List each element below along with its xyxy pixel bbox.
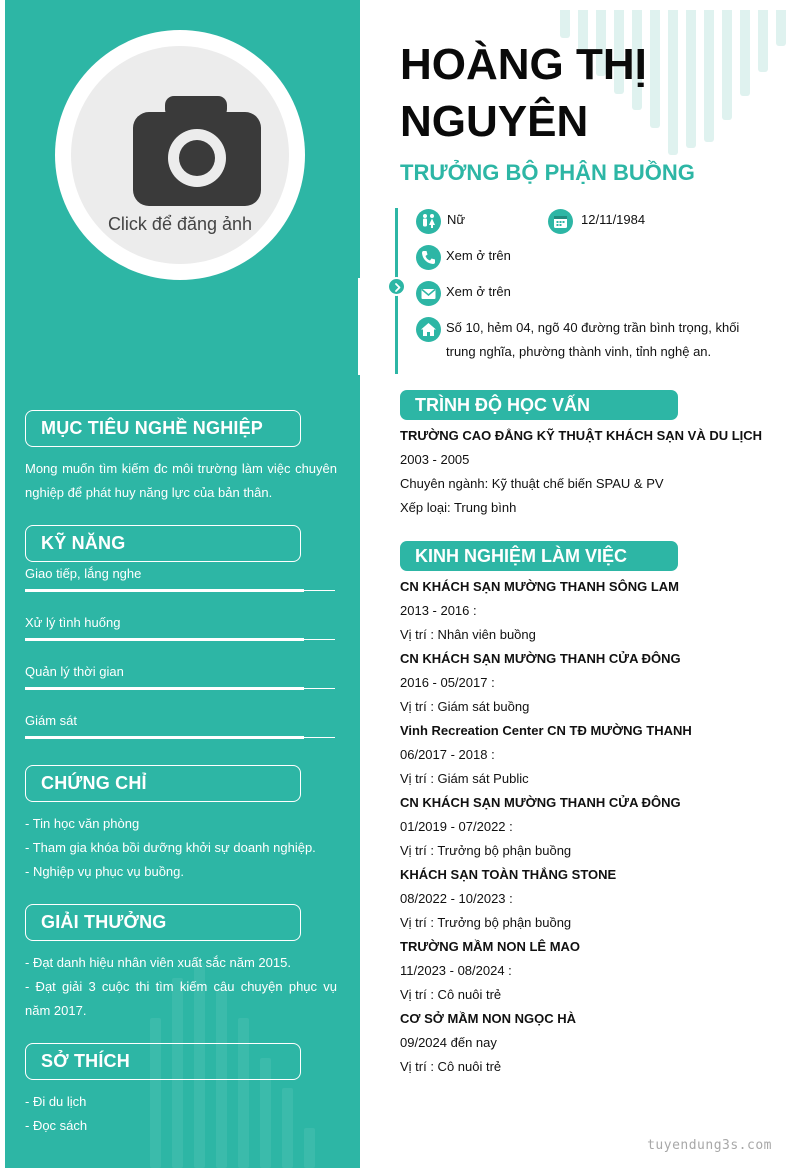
birthday-value: 12/11/1984 — [581, 212, 646, 227]
camera-icon — [133, 96, 261, 206]
company-name: CN KHÁCH SẠN MƯỜNG THANH SÔNG LAM — [400, 579, 679, 594]
photo-placeholder[interactable] — [71, 46, 289, 264]
photo-caption: Click để đăng ảnh — [107, 214, 253, 234]
work-period: 01/2019 - 07/2022 : — [400, 819, 513, 834]
company-name: Vinh Recreation Center CN TĐ MƯỜNG THANH — [400, 723, 692, 738]
award-item: - Đạt giải 3 cuộc thi tìm kiếm câu chuyện phục vụ năm 2017. — [25, 979, 337, 1018]
objective-heading: MỤC TIÊU NGHỀ NGHIỆP — [25, 410, 301, 447]
work-position: Vị trí : Trưởng bộ phận buồng — [400, 843, 572, 858]
company-name: CN KHÁCH SẠN MƯỜNG THANH CỬA ĐÔNG — [400, 795, 681, 810]
phone-value: Xem ở trên — [446, 248, 511, 263]
work-period: 11/2023 - 08/2024 : — [400, 963, 512, 978]
skill-bar-fill — [25, 638, 304, 641]
work-period: 2016 - 05/2017 : — [400, 675, 495, 690]
email-value: Xem ở trên — [446, 284, 511, 299]
calendar-icon — [548, 209, 573, 234]
gender-icon — [416, 209, 441, 234]
candidate-name: HOÀNG THỊ NGUYÊN — [400, 40, 647, 146]
skill-label: Quản lý thời gian — [25, 664, 124, 679]
work-position: Vị trí : Cô nuôi trẻ — [400, 1059, 502, 1074]
skill-bar — [25, 590, 335, 591]
email-icon — [416, 281, 441, 306]
watermark: tuyendung3s.com — [647, 1138, 772, 1153]
skill-label: Giám sát — [25, 713, 78, 728]
hobbies-heading: SỞ THÍCH — [25, 1043, 301, 1080]
work-period: 08/2022 - 10/2023 : — [400, 891, 513, 906]
job-title: TRƯỞNG BỘ PHẬN BUỒNG — [400, 160, 695, 185]
skill-bar — [25, 688, 335, 689]
work-position: Vị trí : Cô nuôi trẻ — [400, 987, 502, 1002]
experience-heading: KINH NGHIỆM LÀM VIỆC — [400, 541, 678, 571]
skill-item — [25, 614, 335, 662]
divider — [358, 278, 362, 375]
company-name: CN KHÁCH SẠN MƯỜNG THANH CỬA ĐÔNG — [400, 651, 681, 666]
certificates-heading: CHỨNG CHỈ — [25, 765, 301, 802]
hobby-item: - Đọc sách — [25, 1118, 88, 1133]
certificates-list — [25, 812, 337, 884]
skill-item — [25, 712, 335, 760]
work-position: Vị trí : Giám sát buồng — [400, 699, 530, 714]
phone-icon — [416, 245, 441, 270]
home-icon — [416, 317, 441, 342]
experience-item — [400, 719, 790, 791]
skill-item — [25, 663, 335, 711]
work-position: Vị trí : Trưởng bộ phận buồng — [400, 915, 572, 930]
skills-heading: KỸ NĂNG — [25, 525, 301, 562]
experience-item — [400, 935, 790, 1007]
school-name: TRƯỜNG CAO ĐẲNG KỸ THUẬT KHÁCH SẠN VÀ DU LỊCH — [400, 428, 763, 443]
skill-bar — [25, 737, 335, 738]
chevron-right-icon[interactable] — [387, 277, 406, 296]
hobbies-list — [25, 1090, 337, 1138]
left-sidebar — [5, 0, 360, 1168]
address-value: Số 10, hẻm 04, ngõ 40 đường trần bình trọng, khối trung nghĩa, phường thành vinh, tỉnh nghệ an. — [446, 320, 740, 359]
experience-list — [400, 575, 790, 1079]
hobby-item: - Đi du lịch — [25, 1094, 87, 1109]
awards-list — [25, 951, 337, 1023]
experience-item — [400, 647, 790, 719]
certificate-item: - Nghiệp vụ phục vụ buồng. — [25, 864, 184, 879]
education-heading: TRÌNH ĐỘ HỌC VẤN — [400, 390, 678, 420]
award-item: - Đạt danh hiệu nhân viên xuất sắc năm 2015. — [25, 955, 291, 970]
skill-bar-fill — [25, 589, 304, 592]
company-name: TRƯỜNG MẦM NON LÊ MAO — [400, 939, 581, 954]
awards-heading: GIẢI THƯỞNG — [25, 904, 301, 941]
photo-upload[interactable] — [55, 30, 305, 280]
skill-item — [25, 565, 335, 613]
experience-item — [400, 1007, 790, 1079]
education-major: Chuyên ngành: Kỹ thuật chế biến SPAU & PV — [400, 476, 664, 491]
work-period: 2013 - 2016 : — [400, 603, 477, 618]
skill-bar-fill — [25, 687, 304, 690]
skill-label: Giao tiếp, lắng nghe — [25, 566, 142, 581]
work-position: Vị trí : Nhân viên buồng — [400, 627, 536, 642]
gender-value: Nữ — [447, 212, 466, 227]
experience-item — [400, 575, 790, 647]
certificate-item: - Tin học văn phòng — [25, 816, 140, 831]
education-grade: Xếp loại: Trung bình — [400, 500, 517, 515]
certificate-item: - Tham gia khóa bồi dưỡng khởi sự doanh nghiệp. — [25, 840, 316, 855]
work-position: Vị trí : Giám sát Public — [400, 771, 529, 786]
objective-text: Mong muốn tìm kiếm đc môi trường làm việc chuyên nghiệp để phát huy năng lực của bản thân. — [25, 461, 337, 500]
skill-bar-fill — [25, 736, 304, 739]
work-period: 06/2017 - 2018 : — [400, 747, 495, 762]
skill-bar — [25, 639, 335, 640]
company-name: KHÁCH SẠN TOÀN THẮNG STONE — [400, 867, 617, 882]
company-name: CƠ SỞ MẦM NON NGỌC HÀ — [400, 1011, 577, 1026]
work-period: 09/2024 đến nay — [400, 1035, 497, 1050]
education-entry — [400, 424, 790, 520]
experience-item — [400, 791, 790, 863]
skill-label: Xử lý tình huống — [25, 615, 121, 630]
education-period: 2003 - 2005 — [400, 452, 470, 467]
experience-item — [400, 863, 790, 935]
